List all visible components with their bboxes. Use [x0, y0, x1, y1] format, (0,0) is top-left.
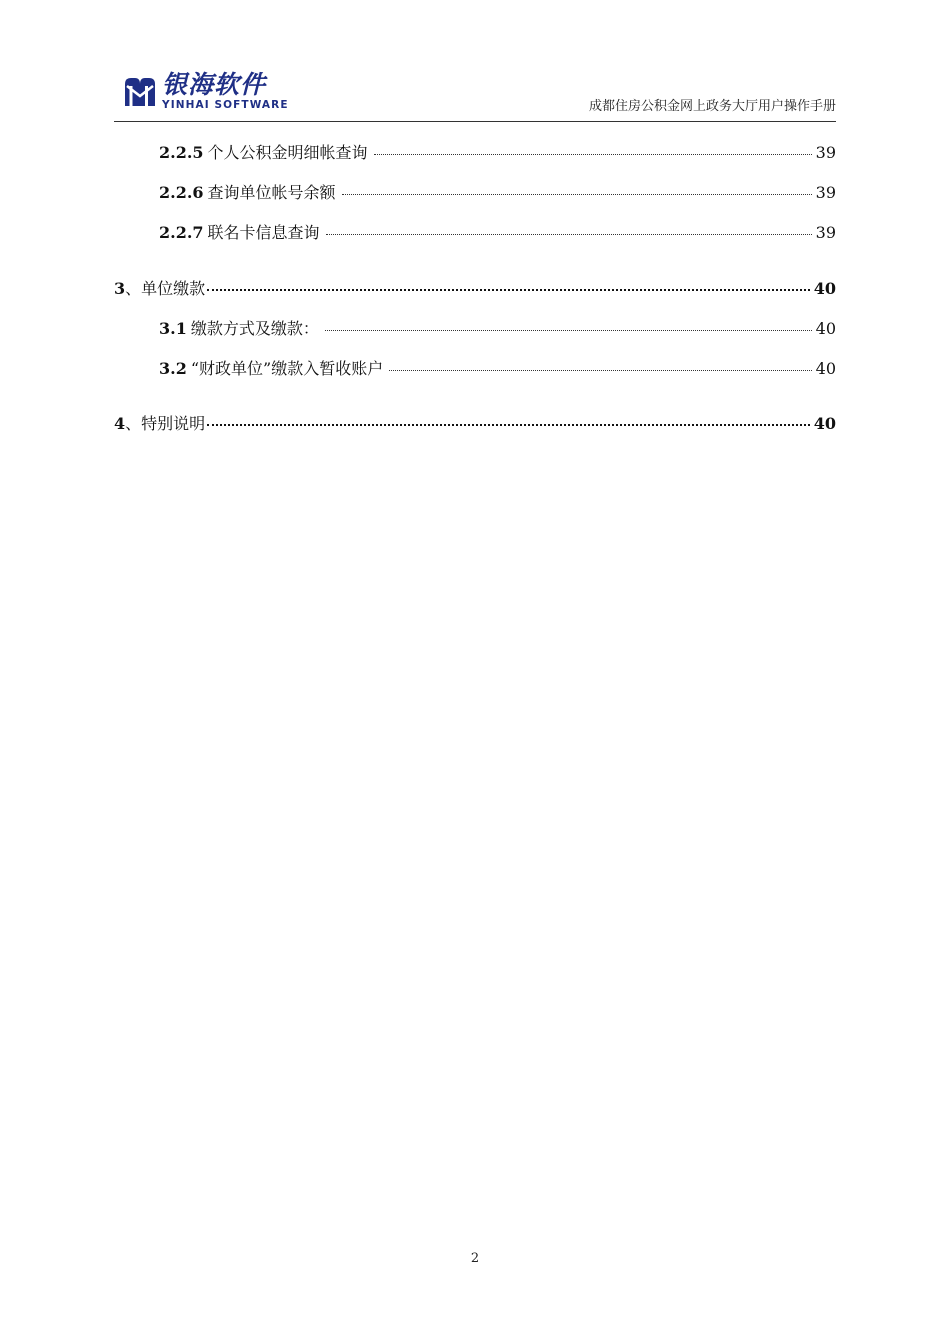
logo-text	[162, 71, 289, 111]
document-title: 成都住房公积金网上政务大厅用户操作手册	[588, 99, 836, 114]
header-divider	[114, 121, 836, 122]
toc-entry-title: 个人公积金明细帐查询	[207, 143, 368, 162]
toc-entry[interactable]	[114, 411, 836, 437]
toc-entry-number: 3	[114, 279, 126, 298]
toc-entry-page: 40	[813, 414, 836, 433]
toc-leader-dots	[207, 289, 810, 291]
toc-entry[interactable]	[114, 220, 836, 246]
toc-entry-page: 39	[815, 223, 836, 242]
toc-entry-number: 2.2.5	[159, 143, 204, 162]
toc-leader-dots	[389, 370, 811, 371]
toc-entry[interactable]	[114, 356, 836, 382]
toc-leader-dots	[326, 234, 812, 235]
toc-leader-dots	[374, 154, 812, 155]
toc-entry-page: 39	[815, 183, 836, 202]
logo-cn-text: 银海软件	[162, 70, 267, 99]
toc-entry-number: 2.2.6	[159, 183, 204, 202]
page-number: 2	[470, 1251, 480, 1266]
toc-entry-page: 40	[815, 319, 836, 338]
toc-leader-dots	[325, 330, 812, 331]
toc-entry[interactable]	[114, 316, 836, 342]
logo-en-text: YINHAI SOFTWARE	[162, 99, 289, 111]
toc-entry-title: 缴款方式及缴款：	[190, 319, 319, 338]
yinhai-logo-icon	[121, 72, 159, 110]
toc-entry-title: 查询单位帐号余额	[207, 183, 336, 202]
toc-entry[interactable]	[114, 140, 836, 166]
toc-entry-page: 39	[815, 143, 836, 162]
toc-entry-title: 、单位缴款	[125, 279, 206, 298]
toc-entry-number: 3.1	[159, 319, 187, 338]
toc-entry[interactable]	[114, 276, 836, 302]
company-logo	[121, 66, 297, 116]
toc-entry-number: 4	[114, 414, 126, 433]
toc-entry-number: 3.2	[159, 359, 187, 378]
toc-entry-number: 2.2.7	[159, 223, 204, 242]
toc-leader-dots	[342, 194, 812, 195]
toc-leader-dots	[207, 424, 810, 426]
toc-entry-title: 、特别说明	[125, 414, 206, 433]
toc-entry-title: 联名卡信息查询	[207, 223, 320, 242]
toc-entry-page: 40	[815, 359, 836, 378]
toc-entry-page: 40	[813, 279, 836, 298]
toc-entry-title: “财政单位”缴款入暂收账户	[190, 359, 384, 378]
toc-entry[interactable]	[114, 180, 836, 206]
